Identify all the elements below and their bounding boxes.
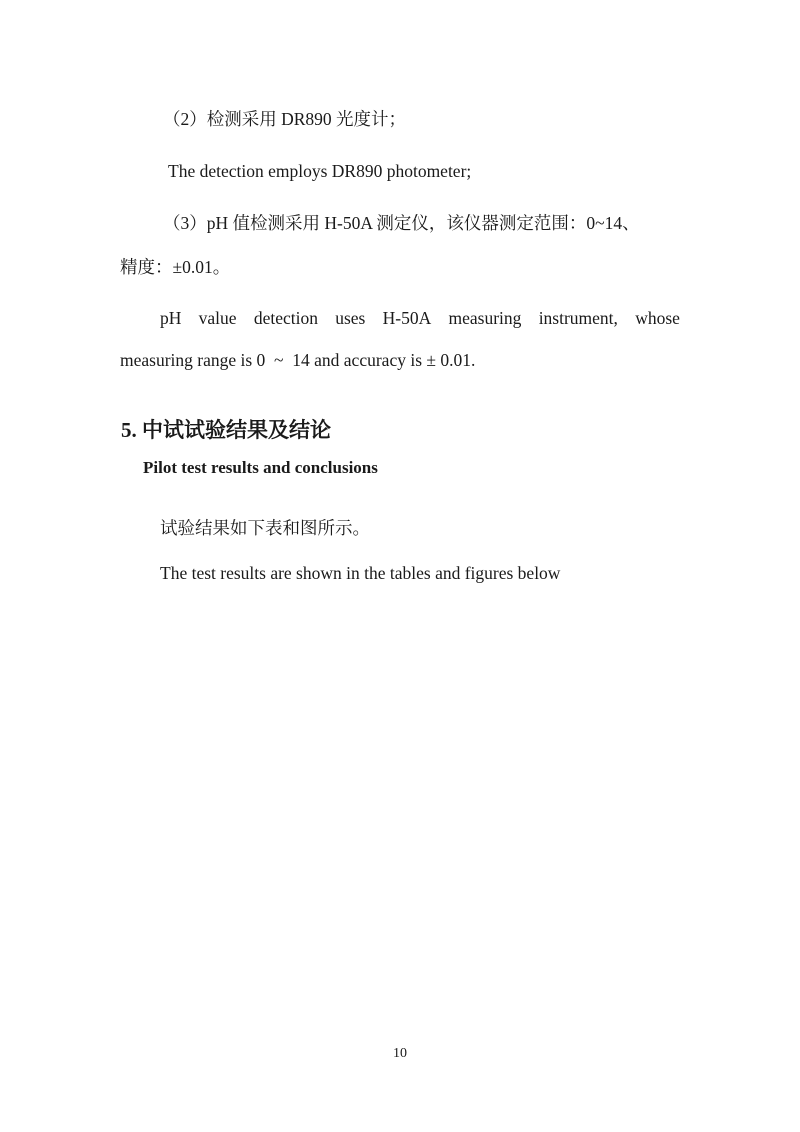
word: H-50A — [382, 308, 432, 328]
page-number: 10 — [393, 1046, 407, 1061]
results-english-text: The test results are shown in the tables and figures below — [160, 563, 561, 583]
word: uses — [335, 308, 366, 328]
word: value — [198, 308, 237, 328]
item2-chinese-text: （2）检测采用 DR890 光度计； — [163, 109, 407, 129]
item3-chinese-text-line2: 精度：±0.01。 — [120, 257, 231, 277]
item3-chinese-text-line1: （3）pH 值检测采用 H-50A 测定仪，该仪器测定范围：0~14、 — [163, 213, 640, 233]
word: instrument, — [538, 308, 618, 328]
word: detection — [253, 308, 318, 328]
section-heading: 5. 中试试验结果及结论 — [121, 418, 331, 442]
word: pH — [160, 308, 182, 328]
word: measuring — [448, 308, 522, 328]
item2-english-text: The detection employs DR890 photometer; — [168, 161, 472, 181]
item3-english-text-line1 — [160, 310, 680, 328]
word: whose — [635, 308, 680, 328]
results-chinese-text: 试验结果如下表和图所示。 — [160, 518, 370, 538]
item3-english-text-line2: measuring range is 0 ~ 14 and accuracy is ± 0.01. — [120, 350, 476, 370]
section-subheading: Pilot test results and conclusions — [143, 458, 378, 477]
